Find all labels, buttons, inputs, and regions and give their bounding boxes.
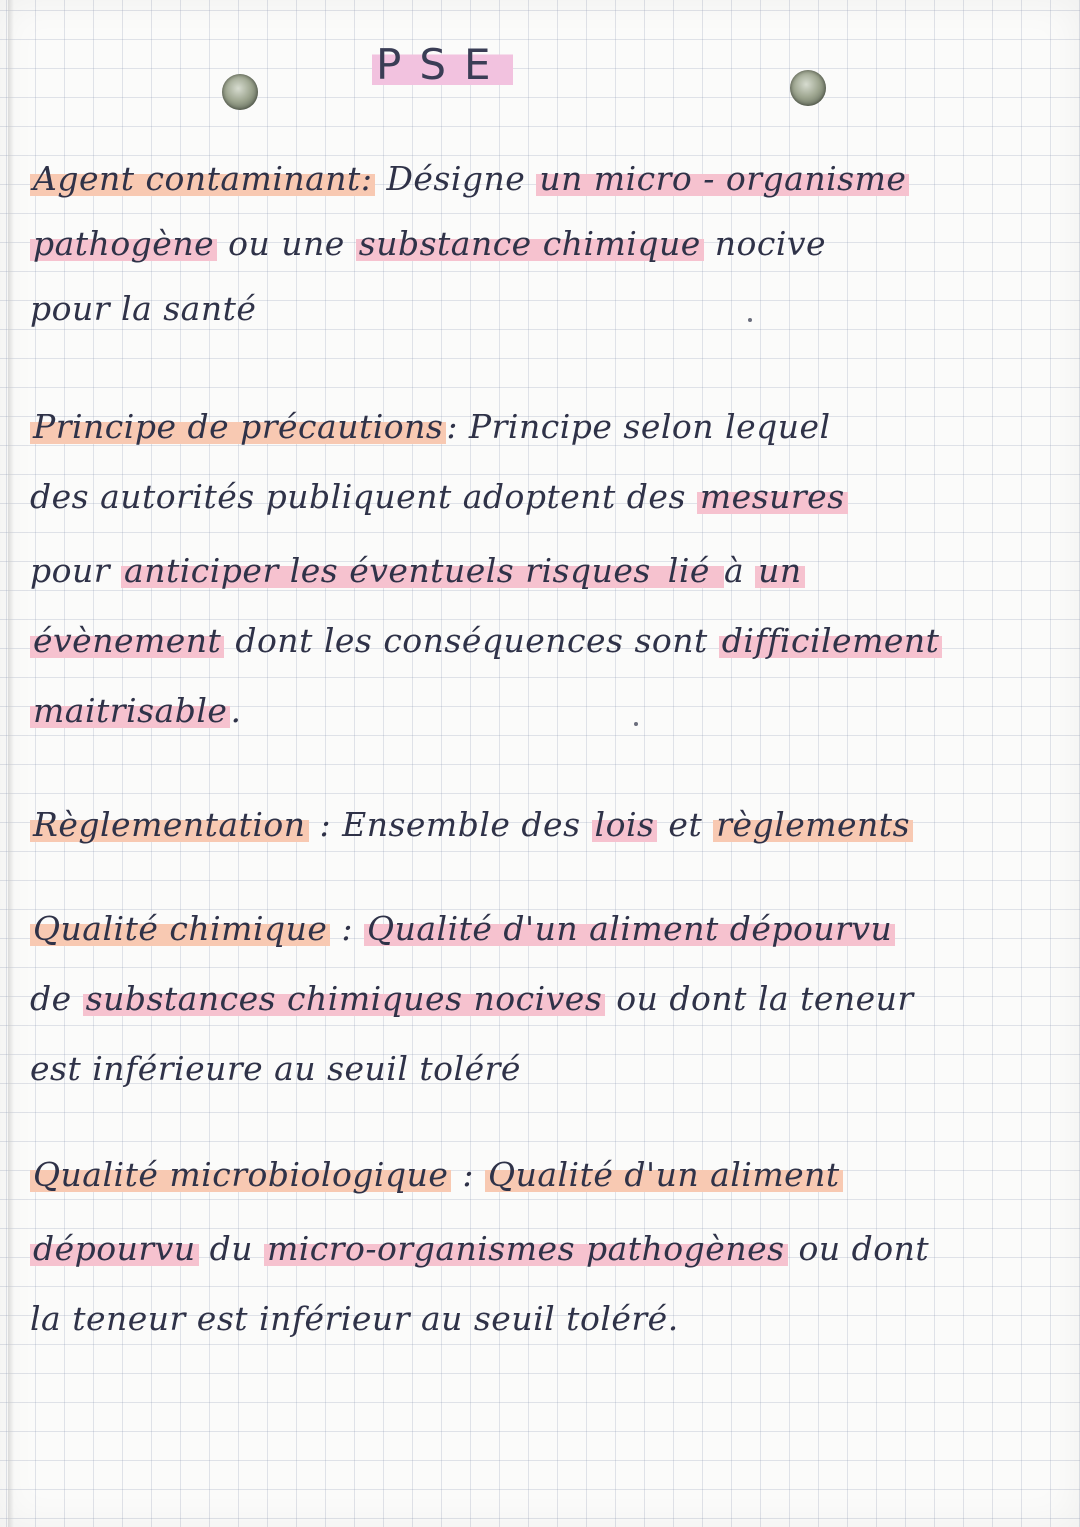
definition-5-line-1 [30, 1156, 843, 1194]
highlighted-text: anticiper les éventuels risques [121, 551, 654, 590]
definition-1-line-3 [30, 290, 256, 328]
highlighted-text: évènement [30, 621, 224, 660]
page-title [372, 40, 513, 89]
definition-text: . [230, 691, 242, 730]
definition-2-line-4 [30, 622, 942, 660]
highlighted-text: un [755, 551, 805, 590]
definition-text: pour [30, 551, 122, 590]
definition-text: des autorités publiquent adoptent des [30, 477, 697, 516]
punch-hole-right [790, 70, 826, 106]
stray-dot [748, 318, 752, 322]
highlighted-text: substance chimique [356, 224, 704, 263]
definition-4-line-3 [30, 1050, 521, 1088]
highlighted-text: substances chimiques nocives [83, 979, 606, 1018]
definition-text: ou dont la teneur [605, 979, 914, 1018]
definition-text: : Principe selon lequel [446, 407, 831, 446]
definition-text: pour la santé [30, 289, 257, 328]
definition-text: la teneur est inférieur au seuil toléré. [30, 1299, 679, 1338]
definition-1-line-2 [30, 225, 826, 263]
definition-term: Qualité chimique [30, 909, 330, 948]
definition-text: : [451, 1155, 486, 1194]
definition-term: Agent contaminant: [30, 159, 375, 198]
definition-2-line-1 [30, 408, 831, 446]
highlighted-text: micro-organismes pathogènes [264, 1229, 788, 1268]
definition-text: : [330, 909, 365, 948]
definition-term: Principe de précautions [30, 407, 446, 446]
highlighted-text: Qualité d'un aliment [485, 1155, 843, 1194]
definition-4-line-2 [30, 980, 914, 1018]
definition-text: ou dont [787, 1229, 930, 1268]
definition-1-line-1 [30, 160, 909, 198]
highlighted-text: maitrisable [30, 691, 230, 730]
definition-text: : Ensemble des [308, 805, 592, 844]
highlighted-text: un micro - organisme [536, 159, 909, 198]
definition-text: à [723, 551, 756, 590]
definition-term: Règlementation [30, 805, 309, 844]
stray-dot [634, 722, 638, 726]
definition-5-line-3 [30, 1300, 679, 1338]
highlighted-text: Qualité d'un aliment dépourvu [364, 909, 895, 948]
page-title-text: PSE [372, 40, 513, 89]
highlighted-text: règlements [713, 805, 913, 844]
punch-hole-left [222, 74, 258, 110]
definition-text: ou une [217, 224, 356, 263]
highlighted-text: lois [592, 805, 658, 844]
definition-text: dont les conséquences sont [224, 621, 719, 660]
definition-2-line-3 [30, 552, 805, 590]
sheet-edge [8, 0, 14, 1527]
definition-2-line-2 [30, 478, 848, 516]
definition-5-line-2 [30, 1230, 929, 1268]
definition-text: Désigne [386, 159, 537, 198]
highlighted-text: pathogène [30, 224, 217, 263]
definition-4-line-1 [30, 910, 895, 948]
definition-text: de [30, 979, 83, 1018]
definition-text: est inférieure au seuil toléré [30, 1049, 521, 1088]
definition-3-line-1 [30, 806, 913, 844]
highlighted-text: difficilement [719, 621, 943, 660]
definition-text: et [657, 805, 714, 844]
highlighted-text: dépourvu [30, 1229, 199, 1268]
definition-2-line-5 [30, 692, 241, 730]
definition-term: Qualité microbiologique [30, 1155, 451, 1194]
highlighted-text: mesures [697, 477, 848, 516]
highlighted-text: lié [654, 551, 724, 590]
definition-text: nocive [703, 224, 827, 263]
definition-text: du [198, 1229, 264, 1268]
